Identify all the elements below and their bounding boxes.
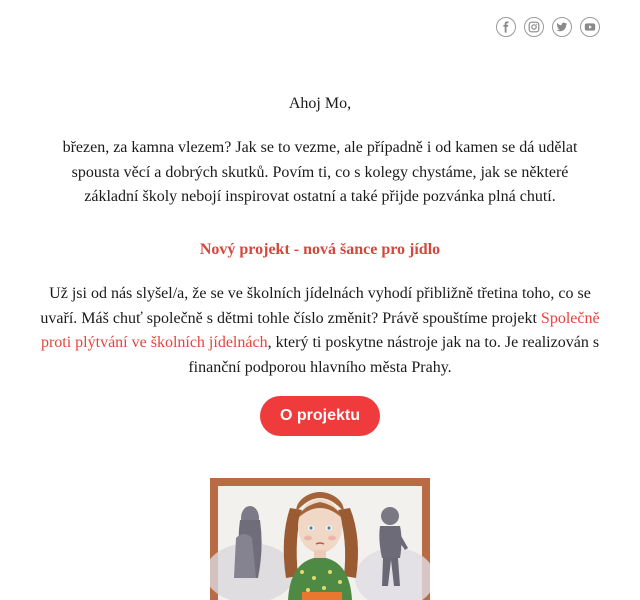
youtube-icon bbox=[584, 21, 596, 33]
facebook-icon bbox=[500, 21, 512, 33]
youtube-link[interactable] bbox=[580, 17, 600, 37]
project-text-start: Už jsi od nás slyšel/a, že se ve školních jídelnách vyhodí přibližně třetina toho, co se uvaří. Máš chuť společně s dětmi tohle číslo změnit? Právě spouštíme projekt bbox=[40, 285, 591, 327]
project-paragraph bbox=[40, 282, 600, 380]
twitter-icon bbox=[556, 21, 568, 33]
section-heading: Nový projekt - nová šance pro jídlo bbox=[199, 241, 441, 258]
social-links bbox=[496, 17, 600, 37]
facebook-link[interactable] bbox=[496, 17, 516, 37]
intro-paragraph: březen, za kamna vlezem? Jak se to vezme, ale případně i od kamen se dá udělat spousta věcí a dobrých skutků. Povím ti, co s kolegy chystáme, jak se některé základní školy nebojí inspirovat ostatní a také přijde pozvánka plná chutí. bbox=[62, 139, 578, 205]
twitter-link[interactable] bbox=[552, 17, 572, 37]
project-link[interactable]: Společně proti plýtvání ve školních jídelnách bbox=[40, 309, 600, 351]
instagram-icon bbox=[528, 21, 540, 33]
project-text-end: , který ti poskytne nástroje jak na to. Je realizován s finanční podporou hlavního města Prahy. bbox=[188, 334, 600, 376]
project-illustration bbox=[210, 478, 430, 600]
about-project-button[interactable]: O projektu bbox=[260, 396, 380, 436]
greeting: Ahoj Mo, bbox=[288, 95, 352, 112]
instagram-link[interactable] bbox=[524, 17, 544, 37]
